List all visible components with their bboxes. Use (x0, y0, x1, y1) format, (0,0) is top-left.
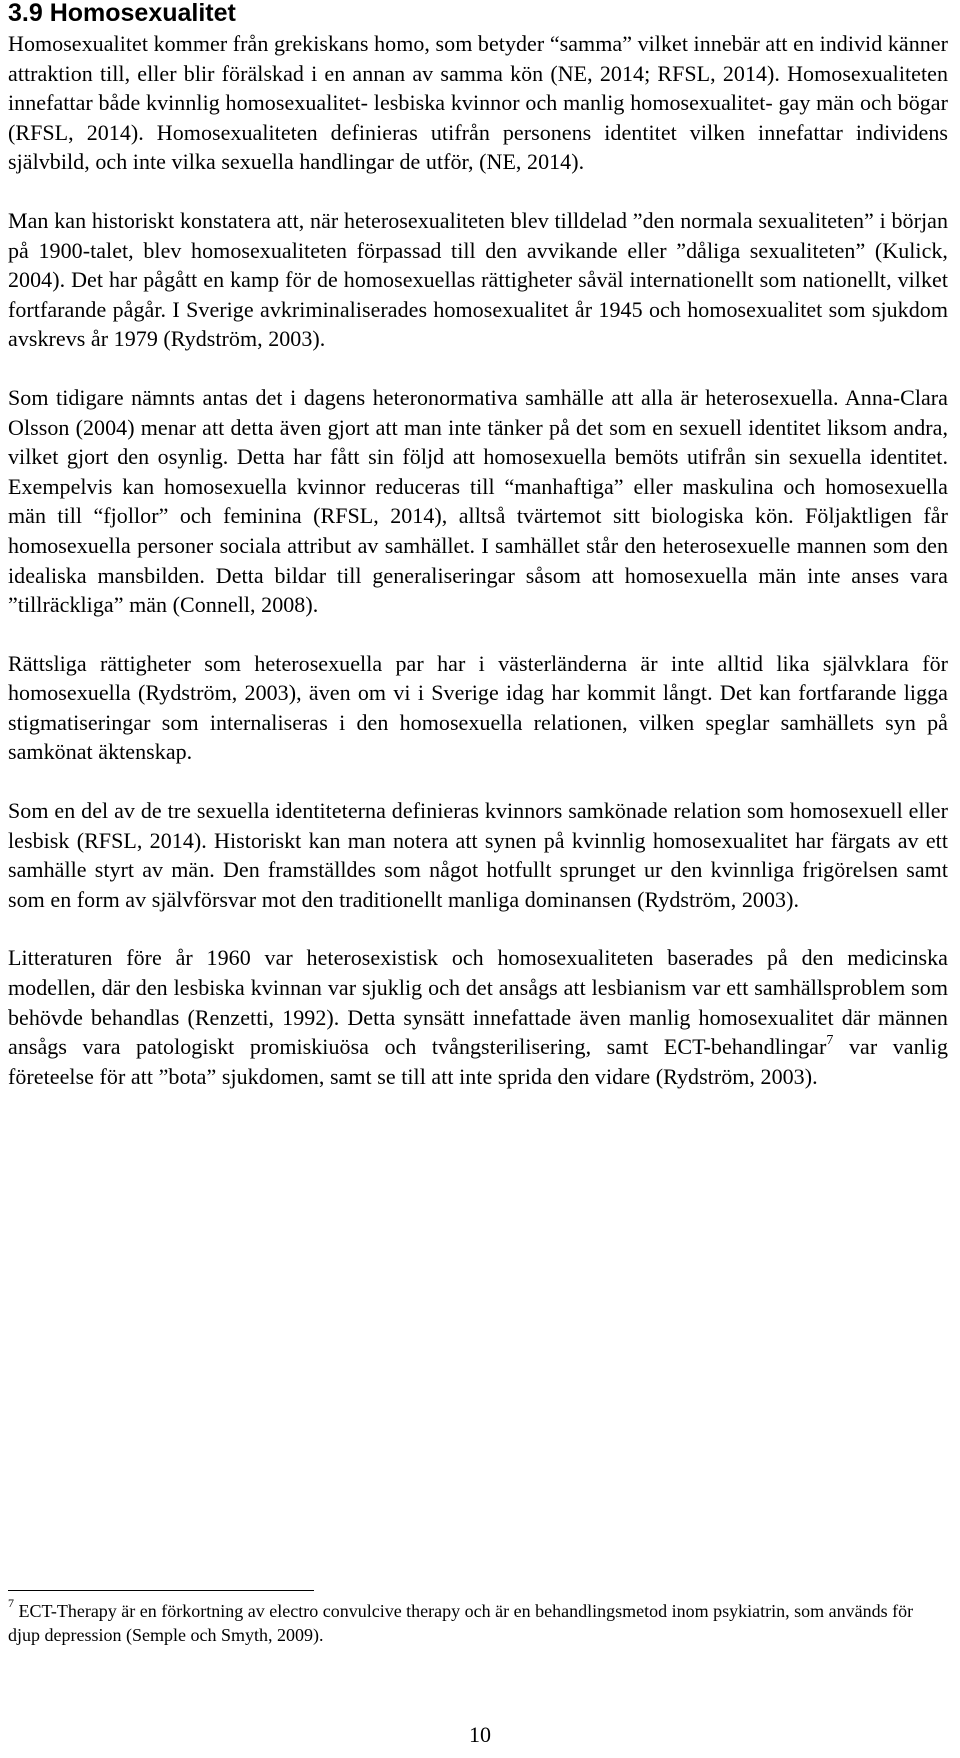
footnote-area (8, 1590, 948, 1647)
page-number: 10 (469, 1722, 491, 1747)
paragraph-heteronormativity: Som tidigare nämnts antas det i dagens heteronormativa samhälle att alla är heterosexuella. Anna-Clara Olsson (2004) menar att detta även gjort att man inte tänker på det som en sexuell identitet liksom andra, vilket gjort den osynlig. Detta har fått sin följd att homosexuella bemöts utifrån sin sexuella identitet. Exempelvis kan homosexuella kvinnor reduceras till “manhaftiga” eller maskulina och homosexuella män till “fjollor” och feminina (RFSL, 2014), alltså tvärtemot sitt biologiska kön. Följaktligen får homosexuella personer sociala attribut av samhället. I samhället står den heterosexuelle mannen som den idealiska mansbilden. Detta bildar till generaliseringar såsom att homosexuella män inte anses vara ”tillräckliga” män (Connell, 2008). (8, 384, 948, 618)
paragraph-history: Man kan historiskt konstatera att, när heterosexualiteten blev tilldelad ”den normala sexualiteten” i början på 1900-talet, blev homosexualiteten förpassad till den avvikande eller ”dåliga sexualiteten” (Kulick, 2004). Det har pågått en kamp för de homosexuellas rättigheter såväl internationellt som nationellt, vilket fortfarande pågår. I Sverige avkriminaliserades homosexualitet år 1945 och homosexualitet som sjukdom avskrevs år 1979 (Rydström, 2003). (8, 207, 948, 352)
paragraph-legal-rights: Rättsliga rättigheter som heterosexuella par har i västerländerna är inte alltid lika självklara för homosexuella (Rydström, 2003), även om vi i Sverige idag har kommit långt. Det kan fortfarande ligga stigmatiseringar som internaliseras i den homosexuella relationen, vilken speglar samhällets syn på samkönat äktenskap. (8, 650, 948, 765)
paragraph-literature (8, 943, 948, 1091)
paragraph-definition: Homosexualitet kommer från grekiskans homo, som betyder “samma” vilket innebär att en individ känner attraktion till, eller blir förälskad i en annan av samma kön (NE, 2014; RFSL, 2014). Homosexualiteten innefattar både kvinnlig homosexualitet- lesbiska kvinnor och manlig homosexualitet- gay män och bögar (RFSL, 2014). Homosexualiteten definieras utifrån personens identitet vilken innefattar individens självbild, och inte vilka sexuella handlingar de utför, (NE, 2014). (8, 31, 948, 175)
footnote (8, 1596, 948, 1647)
footnote-text: ECT-Therapy är en förkortning av electro convulcive therapy och är en behandlingsmetod inom psykiatrin, som används för djup depression (Semple och Smyth, 2009). (8, 1601, 914, 1645)
footnote-marker: 7 (8, 1596, 14, 1610)
section-heading: 3.9 Homosexualitet (8, 0, 236, 27)
footnote-divider (8, 1590, 314, 1591)
document-page (8, 0, 948, 1091)
paragraph-literature-text-after: var vanlig företeelse för att ”bota” sjukdomen, samt se till att inte sprida den vidare (Rydström, 2003). (8, 1034, 948, 1089)
paragraph-female-homosexuality: Som en del av de tre sexuella identiteterna definieras kvinnors samkönade relation som homosexuell eller lesbisk (RFSL, 2014). Historiskt kan man notera att synen på kvinnlig homosexualitet har färgats av ett samhälle styrt av män. Den framställdes som något hotfullt sprunget ur den kvinnliga frigörelsen samt som en form av självförsvar mot den traditionellt manliga dominansen (Rydström, 2003). (8, 798, 948, 912)
footnote-reference[interactable]: 7 (826, 1032, 834, 1048)
paragraph-literature-text-before: Litteraturen före år 1960 var heterosexistisk och homosexualiteten baserades på den medicinska modellen, där den lesbiska kvinnan var sjuklig och det ansågs att lesbianism var ett samhällsproblem som behövde behandlas (Renzetti, 1992). Detta synsätt innefattade även manlig homosexualitet där männen ansågs vara patologiskt promiskiuösa och tvångsterilisering, samt ECT-behandlingar (8, 945, 948, 1060)
